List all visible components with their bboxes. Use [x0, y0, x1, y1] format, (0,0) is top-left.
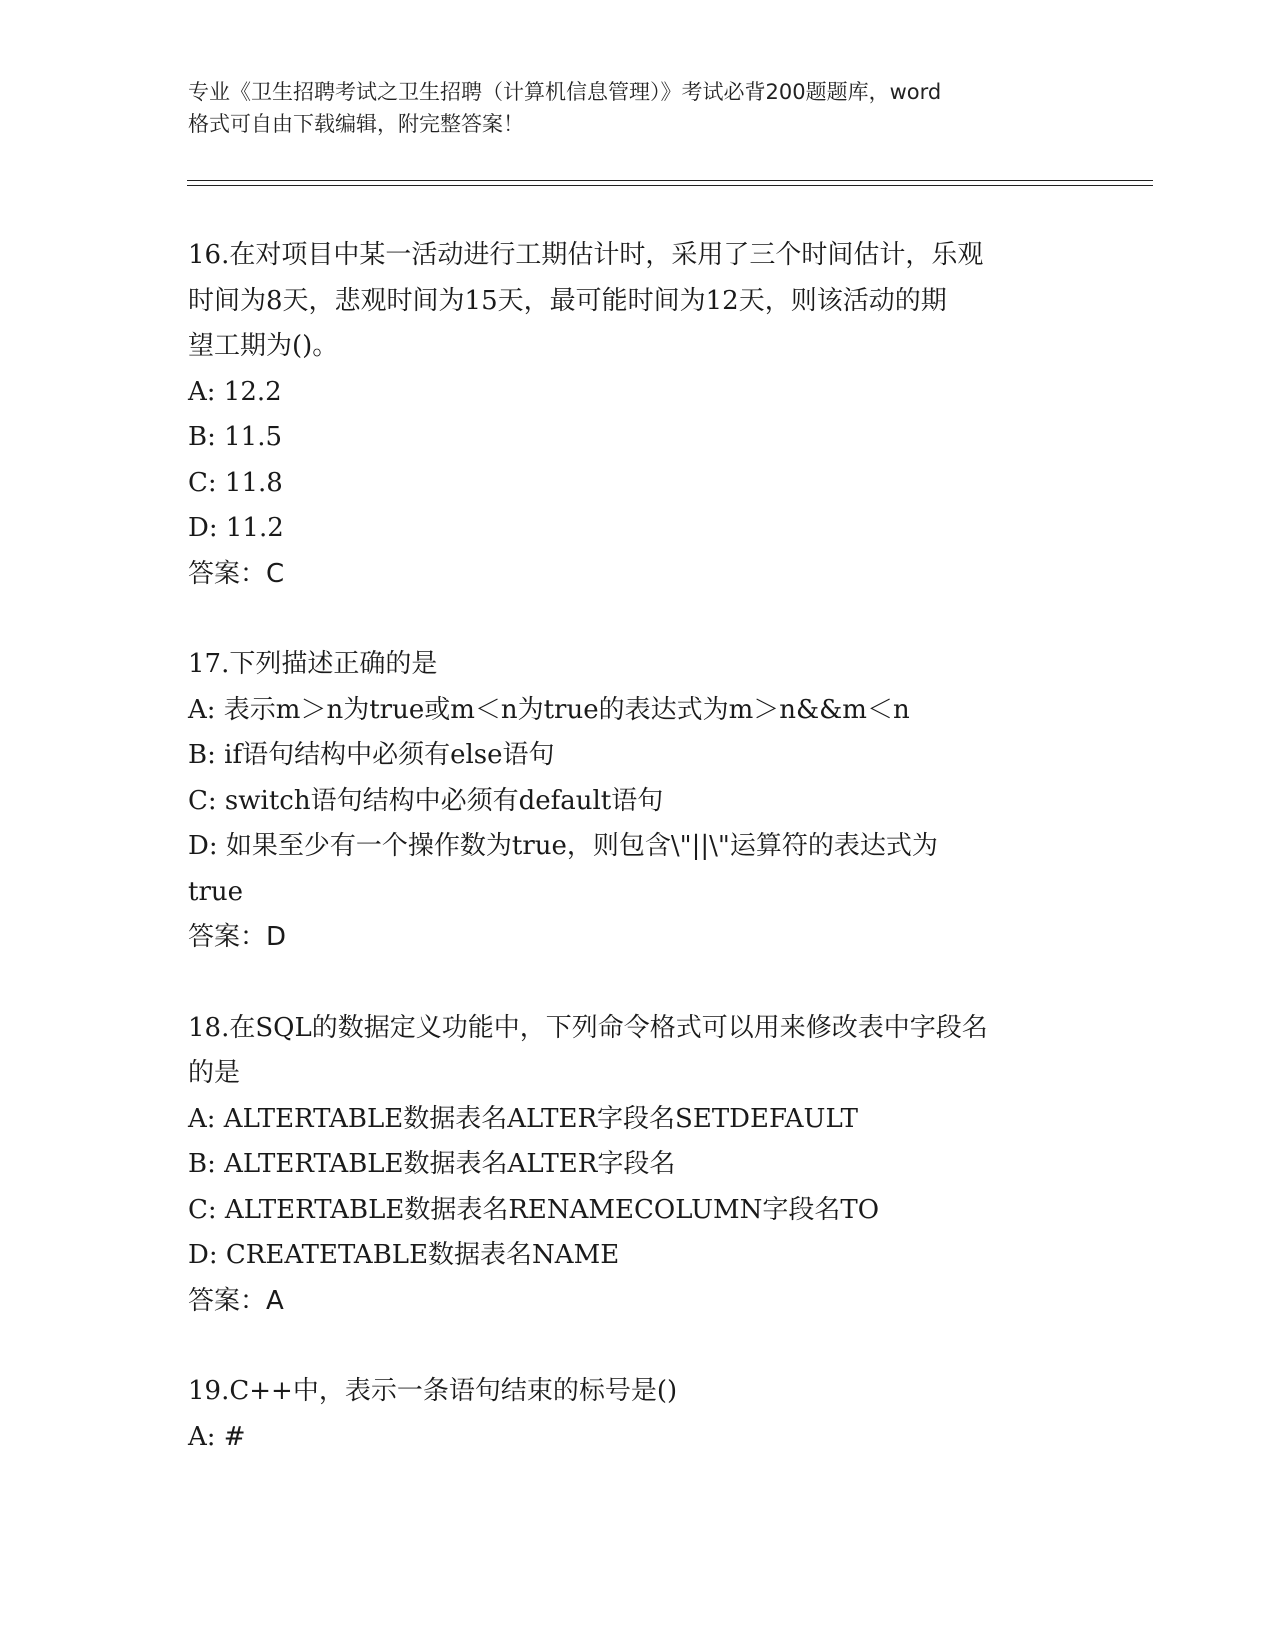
question-text-line: 16.在对项目中某一活动进行工期估计时，采用了三个时间估计，乐观: [188, 240, 984, 270]
question-16: [188, 233, 1088, 597]
document-header: [188, 76, 1088, 140]
question-text-line: 18.在SQL的数据定义功能中，下列命令格式可以用来修改表中字段名: [188, 1012, 988, 1043]
question-spacer: [188, 1324, 1088, 1369]
option-a: A: ALTERTABLE数据表名ALTER字段名SETDEFAULT: [188, 1103, 858, 1134]
option-d: D: CREATETABLE数据表名NAME: [188, 1240, 620, 1270]
question-text-line: 时间为8天，悲观时间为15天，最可能时间为12天，则该活动的期: [188, 285, 947, 316]
question-text-line: 的是: [188, 1058, 241, 1088]
option-a: A: #: [188, 1421, 246, 1452]
question-text-line: 望工期为()。: [188, 331, 339, 361]
option-a: A: 表示m＞n为true或m＜n为true的表达式为m＞n&&m＜n: [188, 694, 910, 725]
question-text-line: 17.下列描述正确的是: [188, 649, 438, 679]
question-spacer: [188, 597, 1088, 642]
answer-line: 答案：C: [188, 558, 285, 589]
question-spacer: [188, 961, 1088, 1006]
question-17: [188, 642, 1088, 961]
header-divider-top: [187, 180, 1153, 181]
option-b: B: if语句结构中必须有else语句: [188, 740, 555, 770]
option-d: D: 11.2: [188, 513, 284, 543]
question-18: [188, 1006, 1088, 1325]
header-line-2: 格式可自由下载编辑，附完整答案！: [188, 112, 524, 136]
option-d: D: 如果至少有一个操作数为true，则包含\"||\"运算符的表达式为: [188, 831, 938, 861]
answer-line: 答案：D: [188, 922, 287, 952]
option-b: B: ALTERTABLE数据表名ALTER字段名: [188, 1149, 676, 1179]
option-a: A: 12.2: [188, 376, 282, 407]
option-c: C: ALTERTABLE数据表名RENAMECOLUMN字段名TO: [188, 1194, 880, 1225]
option-c: C: switch语句结构中必须有default语句: [188, 785, 664, 816]
header-line-1: 专业《卫生招聘考试之卫生招聘（计算机信息管理）》考试必背200题题库，word: [188, 80, 942, 104]
option-b: B: 11.5: [188, 422, 283, 452]
answer-line: 答案：A: [188, 1285, 284, 1316]
question-text-line: 19.C++中，表示一条语句结束的标号是(): [188, 1376, 678, 1406]
question-list: [188, 233, 1088, 1460]
question-19: [188, 1369, 1088, 1460]
header-divider-bottom: [187, 185, 1153, 186]
option-d-continued: true: [188, 876, 244, 907]
option-c: C: 11.8: [188, 467, 283, 498]
